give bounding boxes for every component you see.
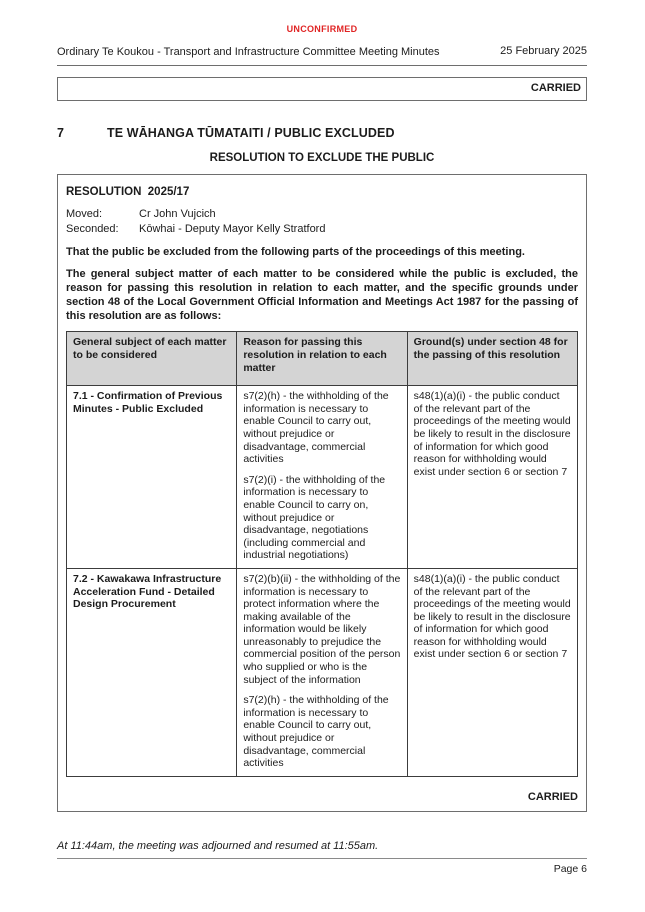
column-header-reason: Reason for passing this resolution in relation to each matter bbox=[237, 332, 407, 386]
mover-block bbox=[66, 207, 578, 236]
moved-line bbox=[66, 207, 578, 221]
subject-text: 7.1 - Confirmation of Previous Minutes - Public Excluded bbox=[73, 390, 223, 415]
table-row-7-1 bbox=[67, 386, 578, 569]
seconded-line bbox=[66, 222, 578, 236]
watermark-unconfirmed: UNCONFIRMED bbox=[286, 24, 358, 34]
seconded-label: Seconded: bbox=[66, 222, 119, 235]
reason-paragraph: s7(2)(b)(ii) - the withholding of the information is necessary to protect information where the making available of the information would be likely unreasonably to prejudice the commercial position of the person who supplied or who is the subject of the information bbox=[243, 572, 401, 686]
exclusion-intro-paragraph: The general subject matter of each matter to be considered while the public is excluded, the reason for passing this resolution in relation to each matter, and the specific grounds under section 48 of the Local Government Official Information and Meetings Act 1987 for the passing of this resolution are as follows: bbox=[66, 267, 578, 323]
moved-value: Cr John Vujcich bbox=[139, 208, 216, 221]
column-header-subject: General subject of each matter to be considered bbox=[67, 332, 237, 386]
reason-paragraph: s7(2)(i) - the withholding of the information is necessary to enable Council to carry on, without prejudice or disadvantage, negotiations (including commercial and industrial negotiations) bbox=[243, 473, 386, 562]
carried-status-label-bottom: CARRIED bbox=[527, 790, 578, 803]
document-title: Ordinary Te Koukou - Transport and Infrastructure Committee Meeting Minutes bbox=[57, 46, 440, 58]
section-number: 7 bbox=[57, 126, 65, 141]
resolution-number: RESOLUTION 2025/17 bbox=[66, 186, 190, 199]
subject-cell bbox=[67, 568, 237, 776]
table-row-7-2 bbox=[67, 568, 578, 776]
adjournment-note: At 11:44am, the meeting was adjourned and resumed at 11:55am. bbox=[57, 839, 379, 852]
reason-cell bbox=[237, 568, 407, 776]
moved-label: Moved: bbox=[66, 208, 103, 221]
resolution-box bbox=[57, 174, 587, 812]
exclusion-lead-line: That the public be excluded from the following parts of the proceedings of this meeting. bbox=[66, 245, 525, 258]
grounds-cell bbox=[407, 568, 577, 776]
document-header bbox=[57, 45, 587, 66]
reason-cell bbox=[237, 386, 407, 569]
seconded-value: Kōwhai - Deputy Mayor Kelly Stratford bbox=[139, 222, 326, 235]
resolution-subheading: RESOLUTION TO EXCLUDE THE PUBLIC bbox=[209, 152, 435, 165]
grounds-paragraph: s48(1)(a)(i) - the public conduct of the relevant part of the proceedings of the meeting would be likely to result in the disclosure of information for which good reason for withholding would exist under section 6 or section 7 bbox=[413, 572, 571, 661]
subject-text: 7.2 - Kawakawa Infrastructure Acceleration Fund - Detailed Design Procurement bbox=[73, 572, 222, 611]
section-heading bbox=[57, 126, 587, 140]
page-number: Page 6 bbox=[553, 863, 587, 875]
section-title: TE WĀHANGA TŪMATAITI / PUBLIC EXCLUDED bbox=[107, 126, 395, 141]
document-date: 25 February 2025 bbox=[500, 45, 587, 57]
carried-status-box-top bbox=[57, 77, 587, 101]
column-header-grounds: Ground(s) under section 48 for the passing of this resolution bbox=[407, 332, 577, 386]
grounds-paragraph: s48(1)(a)(i) - the public conduct of the relevant part of the proceedings of the meeting would be likely to result in the disclosure of information for which good reason for withholding would exist under section 6 or section 7 bbox=[413, 390, 571, 478]
grounds-cell bbox=[407, 386, 577, 569]
carried-status-label-top: CARRIED bbox=[530, 82, 581, 95]
page-footer bbox=[57, 858, 587, 875]
reason-paragraph: s7(2)(h) - the withholding of the information is necessary to enable Council to carry out, without prejudice or disadvantage, commercial activities bbox=[243, 694, 389, 770]
public-excluded-table bbox=[66, 331, 578, 777]
reason-paragraph: s7(2)(h) - the withholding of the information is necessary to enable Council to carry out, without prejudice or disadvantage, commercial activities bbox=[243, 390, 389, 466]
table-header-row bbox=[67, 332, 578, 386]
subject-cell bbox=[67, 386, 237, 569]
